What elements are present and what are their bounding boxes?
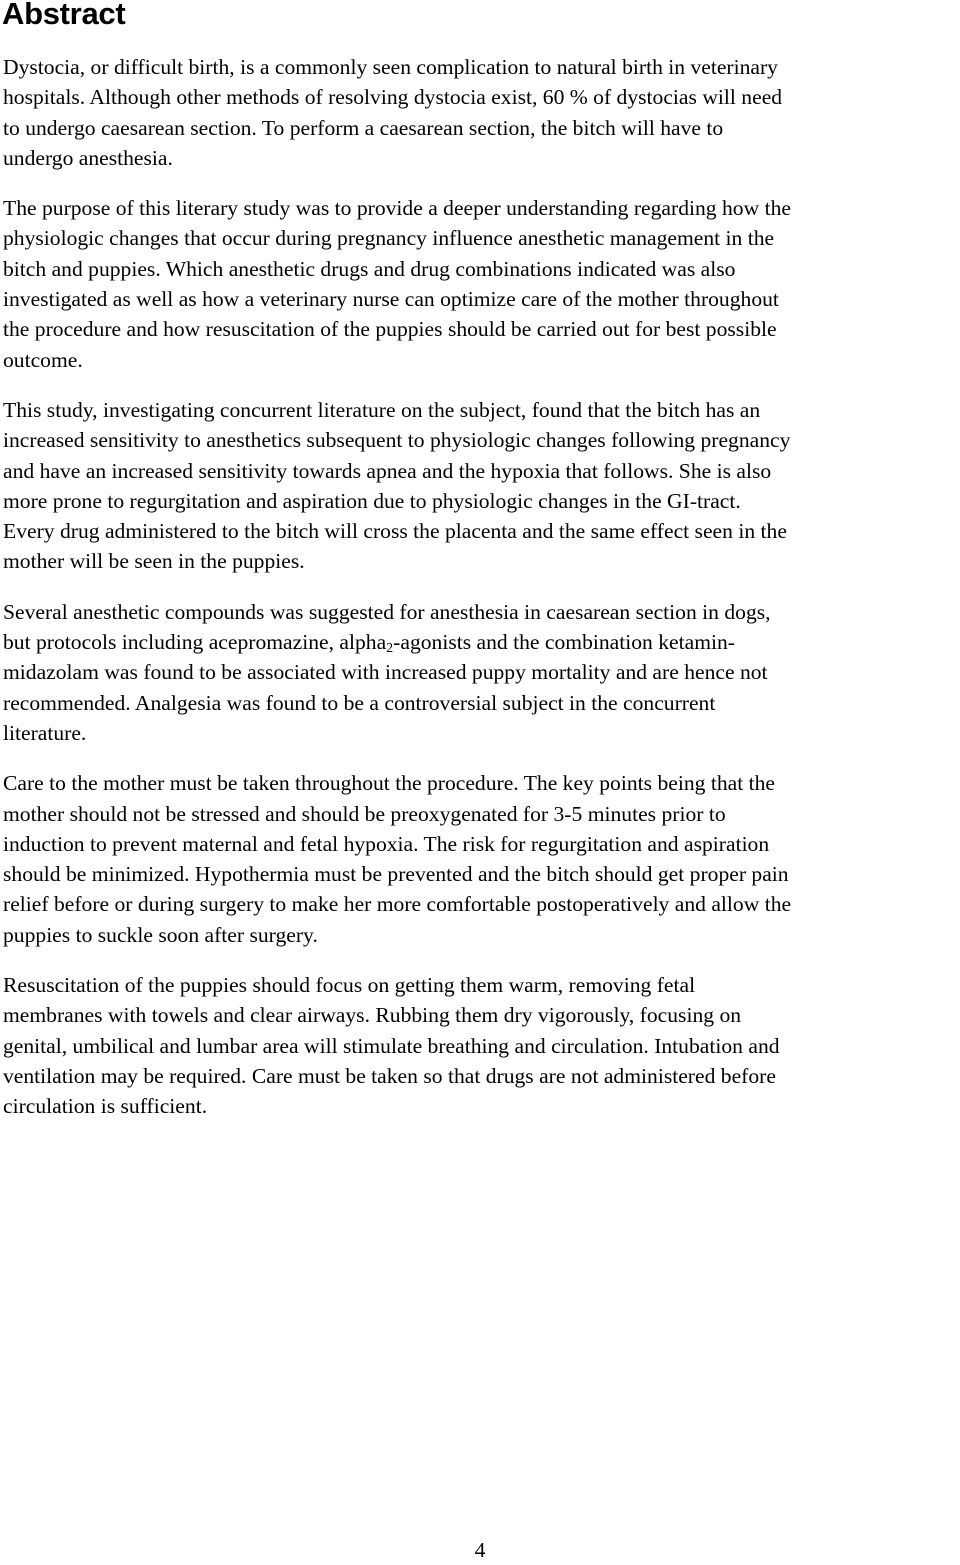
text-line: outcome.	[3, 347, 83, 372]
text-line: circulation is sufficient.	[3, 1094, 208, 1119]
text-line: induction to prevent maternal and fetal hypoxia. The risk for regurgitation and aspiration	[3, 831, 770, 856]
text-line: literature.	[3, 720, 87, 745]
abstract-paragraph-3	[3, 395, 959, 577]
abstract-paragraph-2	[3, 193, 959, 375]
text-line: more prone to regurgitation and aspiration due to physiologic changes in the GI-tract.	[3, 488, 741, 513]
abstract-body	[3, 52, 959, 1142]
text-line: puppies to suckle soon after surgery.	[3, 922, 318, 947]
text-line: Several anesthetic compounds was suggested for anesthesia in caesarean section in dogs,	[3, 599, 771, 624]
text-line: mother should not be stressed and should be preoxygenated for 3-5 minutes prior to	[3, 801, 726, 826]
page-number: 4	[474, 1538, 486, 1562]
text-line: hospitals. Although other methods of resolving dystocia exist, 60 % of dystocias will need	[3, 85, 783, 110]
text-line: ventilation may be required. Care must be taken so that drugs are not administered before	[3, 1063, 776, 1088]
text-line: The purpose of this literary study was to provide a deeper understanding regarding how the	[3, 196, 791, 221]
text-line: Care to the mother must be taken throughout the procedure. The key points being that the	[3, 771, 775, 796]
text-line: increased sensitivity to anesthetics subsequent to physiologic changes following pregnancy	[3, 428, 791, 453]
text-line: physiologic changes that occur during pregnancy influence anesthetic management in the	[3, 226, 775, 251]
text-line: genital, umbilical and lumbar area will stimulate breathing and circulation. Intubation and	[3, 1033, 780, 1058]
abstract-paragraph-5	[3, 768, 959, 950]
text-line: bitch and puppies. Which anesthetic drugs and drug combinations indicated was also	[3, 256, 736, 281]
text-line: the procedure and how resuscitation of the puppies should be carried out for best possible	[3, 317, 777, 342]
text-line: should be minimized. Hypothermia must be prevented and the bitch should get proper pain	[3, 862, 789, 887]
text-line: to undergo caesarean section. To perform a caesarean section, the bitch will have to	[3, 115, 724, 140]
text-line: and have an increased sensitivity towards apnea and the hypoxia that follows. She is also	[3, 458, 772, 483]
text-line: midazolam was found to be associated with increased puppy mortality and are hence not	[3, 660, 768, 685]
section-heading: Abstract	[2, 0, 126, 31]
text-line: relief before or during surgery to make her more comfortable postoperatively and allow the	[3, 892, 792, 917]
abstract-paragraph-1	[3, 52, 959, 173]
text-line-with-subscript	[3, 627, 959, 657]
text-line: undergo anesthesia.	[3, 145, 173, 170]
text-line: membranes with towels and clear airways. Rubbing them dry vigorously, focusing on	[3, 1003, 742, 1028]
text-line: investigated as well as how a veterinary nurse can optimize care of the mother throughout	[3, 287, 779, 312]
text-line: mother will be seen in the puppies.	[3, 549, 305, 574]
text-line: Dystocia, or difficult birth, is a commonly seen complication to natural birth in veterinary	[3, 55, 778, 79]
text-line: Every drug administered to the bitch will cross the placenta and the same effect seen in the	[3, 519, 787, 544]
abstract-paragraph-4	[3, 597, 959, 748]
text-line: recommended. Analgesia was found to be a controversial subject in the concurrent	[3, 690, 716, 715]
abstract-paragraph-6	[3, 970, 959, 1121]
text-line: Resuscitation of the puppies should focus on getting them warm, removing fetal	[3, 973, 696, 998]
subscript: 2	[386, 641, 394, 657]
text-segment: -agonists and the combination ketamin-	[393, 630, 735, 655]
text-segment: but protocols including acepromazine, alpha	[3, 630, 387, 655]
text-line: This study, investigating concurrent literature on the subject, found that the bitch has an	[3, 397, 761, 422]
